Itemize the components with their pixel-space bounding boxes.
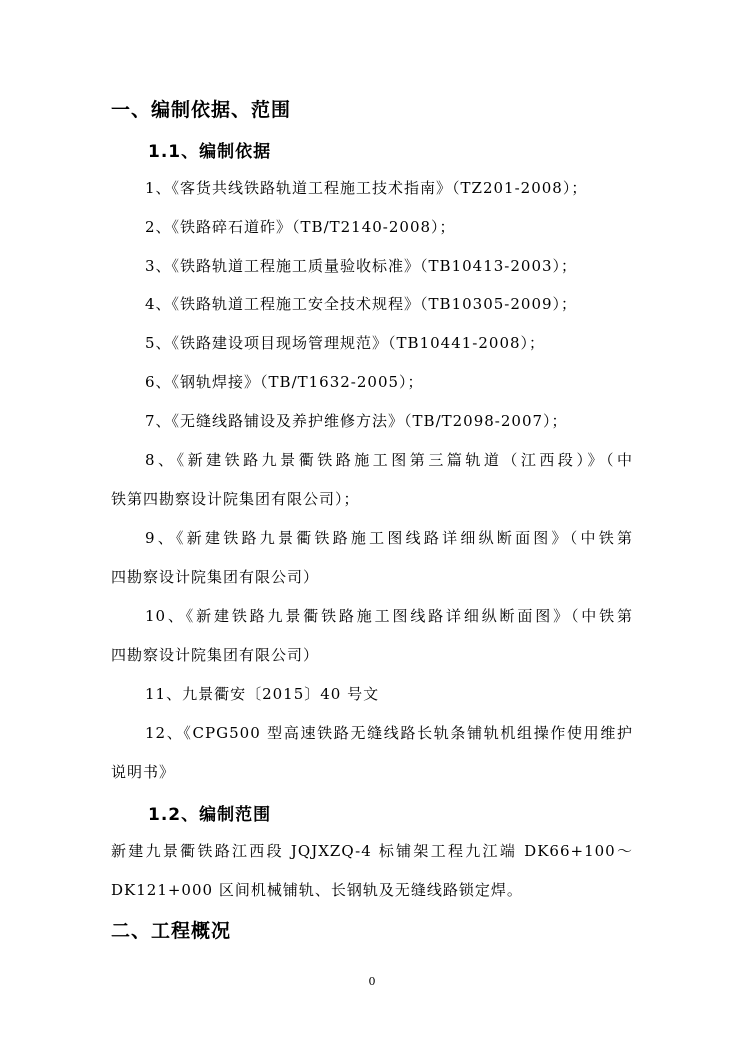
list-item: 1、《客货共线铁路轨道工程施工技术指南》（TZ201-2008）； — [145, 179, 588, 197]
list-item-12-line1: 12、《CPG500 型高速铁路无缝线路长轨条铺轨机组操作使用维护 — [145, 724, 633, 742]
list-item: 7、《无缝线路铺设及养护维修方法》（TB/T2098-2007）； — [145, 412, 568, 430]
list-item-9-line2: 四勘察设计院集团有限公司） — [111, 568, 320, 586]
list-item: 6、《钢轨焊接》（TB/T1632-2005）； — [145, 373, 424, 391]
page-number: 0 — [368, 975, 376, 988]
list-item-9-line1: 9、《新建铁路九景衢铁路施工图线路详细纵断面图》（中铁第 — [145, 529, 633, 547]
list-item-8-line2: 铁第四勘察设计院集团有限公司）； — [111, 490, 360, 508]
list-item-11: 11、九景衢安〔2015〕40 号文 — [145, 685, 380, 703]
list-item: 3、《铁路轨道工程施工质量验收标准》（TB10413-2003）； — [145, 257, 578, 275]
scope-paragraph-line2: DK121+000 区间机械铺轨、长钢轨及无缝线路锁定焊。 — [111, 881, 523, 899]
heading-compilation-basis-scope: 一、编制依据、范围 — [111, 99, 292, 121]
list-item: 5、《铁路建设项目现场管理规范》（TB10441-2008）； — [145, 334, 546, 352]
scope-paragraph-line1: 新建九景衢铁路江西段 JQJXZQ-4 标铺架工程九江端 DK66+100～ — [111, 842, 633, 860]
list-item: 2、《铁路碎石道砟》（TB/T2140-2008）； — [145, 218, 456, 236]
section-1-1-heading: 1.1、编制依据 — [148, 142, 272, 162]
list-item-10-line2: 四勘察设计院集团有限公司） — [111, 646, 320, 664]
list-item-12-line2: 说明书》 — [111, 763, 176, 781]
heading-project-overview: 二、工程概况 — [111, 920, 232, 942]
section-1-2-heading: 1.2、编制范围 — [148, 805, 272, 825]
list-item-8-line1: 8、《新建铁路九景衢铁路施工图第三篇轨道（江西段）》（中 — [145, 451, 633, 469]
list-item: 4、《铁路轨道工程施工安全技术规程》（TB10305-2009）； — [145, 295, 578, 313]
list-item-10-line1: 10、《新建铁路九景衢铁路施工图线路详细纵断面图》（中铁第 — [145, 607, 633, 625]
